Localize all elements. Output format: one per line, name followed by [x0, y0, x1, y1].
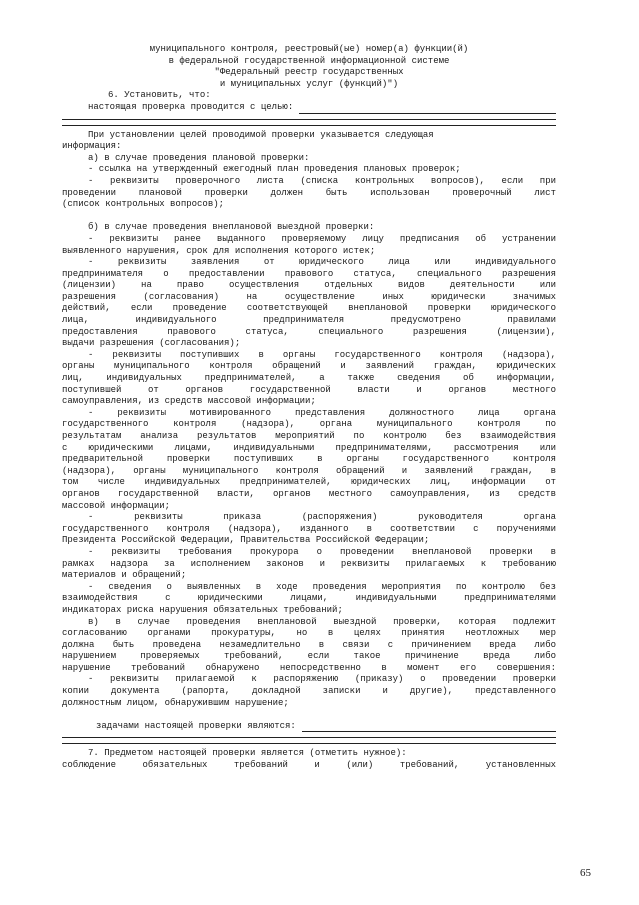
header-line-4: и муниципальных услуг (функций)") — [219, 78, 399, 89]
body-line: - реквизиты прилагаемой к распоряжению (приказу) о проведении проверки — [88, 674, 556, 685]
body-line: - сведения о выявленных в ходе проведения мероприятия по контролю без — [88, 581, 556, 592]
body-line: рамках надзора за исполнением законов и реквизиты прилагаемых к требованию — [62, 558, 556, 569]
purpose-fill-line[interactable] — [299, 105, 556, 114]
body-line: а) в случае проведения плановой проверки: — [88, 152, 310, 163]
tasks-fill-line[interactable] — [302, 723, 556, 732]
body-line: должна быть проведена незамедлительно в связи с причинением вреда либо — [62, 639, 556, 650]
body-line: органы муниципального контроля обращений и заявлений граждан, юридических — [62, 361, 556, 372]
section-7-line: соблюдение обязательных требований и (или) требований, установленных — [62, 760, 556, 771]
tasks-fill-line-3[interactable] — [62, 743, 556, 744]
body-line: При установлении целей проводимой проверки указывается следующая — [88, 129, 434, 140]
body-line: (лицензии) на право осуществления отдельных видов деятельности или — [62, 280, 556, 291]
body-line: взаимодействия с юридическими лицами, индивидуальными предпринимателями — [62, 593, 556, 604]
page-number: 65 — [580, 867, 591, 879]
body-line: предоставления правового статуса, специального разрешения (лицензии), — [62, 326, 556, 337]
header-line-3: "Федеральный реестр государственных — [214, 67, 404, 78]
purpose-fill-line-2[interactable] — [62, 119, 556, 120]
body-line: должностным лицом, обнаружившим нарушение; — [62, 697, 289, 708]
body-line: выдачи разрешения (согласования); — [62, 338, 241, 349]
document-body — [62, 44, 556, 772]
purpose-fill-line-3[interactable] — [62, 125, 556, 126]
body-line: б) в случае проведения внеплановой выездной проверки: — [88, 222, 375, 233]
body-line: - реквизиты требования прокурора о проведении внеплановой проверки в — [88, 546, 556, 557]
body-line: массовой информации; — [62, 500, 171, 511]
purpose-row — [62, 102, 556, 114]
section-6-title: 6. Установить, что: — [108, 90, 211, 101]
body-line: индикаторах риска нарушения обязательных требований; — [62, 604, 343, 615]
body-line: с юридическими лицами, индивидуальными предпринимателями, рассмотрения или — [62, 442, 556, 453]
body-line: - реквизиты приказа (распоряжения) руководителя органа — [88, 512, 556, 523]
body-line: (надзора), органы муниципального контроля обращений и заявлений граждан, в — [62, 465, 556, 476]
body-line: нарушением проверяемых требований, если такое причинение вреда либо — [62, 651, 556, 662]
body-line: результатам анализа результатов мероприятий по контролю без взаимодействия — [62, 431, 556, 441]
body-line: согласованию органами прокуратуры, но в целях принятия неотложных мер — [62, 628, 556, 639]
section-7-title: 7. Предметом настоящей проверки является (отметить нужное): — [88, 748, 407, 759]
body-line: предварительной проверки поступивших в органы государственного контроля — [62, 454, 556, 465]
tasks-label: задачами настоящей проверки являются: — [96, 720, 296, 731]
body-line: - реквизиты поступивших в органы государственного контроля (надзора), — [88, 349, 556, 360]
tasks-fill-line-2[interactable] — [62, 737, 556, 738]
body-line: государственного контроля (надзора), изданного в соответствии с поручениями — [62, 523, 556, 534]
body-line: разрешения (согласования) на осуществление иных юридически значимых — [62, 291, 556, 302]
body-line: лица, индивидуального предпринимателя предусмотрено правилами — [62, 315, 556, 326]
body-line: - реквизиты проверочного листа (списка контрольных вопросов), если при — [88, 175, 556, 186]
tasks-row — [62, 721, 556, 733]
purpose-label: настоящая проверка проводится с целью: — [88, 101, 294, 112]
body-line: поступившей от органов государственной власти и органов местного — [62, 384, 556, 395]
body-line: органов государственной власти, органов местного самоуправления, из средств — [62, 488, 556, 499]
body-line: предпринимателя о предоставлении правового статуса, специального разрешения — [62, 268, 556, 279]
body-line: копии документа (рапорта, докладной записки и другие), представленного — [62, 686, 556, 697]
body-line: - реквизиты мотивированного представления должностного лица органа — [88, 407, 556, 418]
body-line: - реквизиты ранее выданного проверяемому лицу предписания об устранении — [88, 233, 556, 244]
body-line: - ссылка на утвержденный ежегодный план проведения плановых проверок; — [88, 164, 461, 175]
body-line: действий, если проведение соответствующей внеплановой проверки юридического — [62, 303, 556, 314]
body-line: проведении плановой проверки должен быть использован проверочный лист — [62, 187, 556, 198]
body-line: - реквизиты заявления от юридического лица или индивидуального — [88, 257, 556, 268]
header-line-1: муниципального контроля, реестровый(ые) номер(а) функции(й) — [149, 44, 469, 54]
body-line: выявленного нарушения, срок для исполнения которого истек; — [62, 245, 376, 256]
body-line: (список контрольных вопросов); — [62, 199, 225, 210]
header-line-2: в федеральной государственной информационной системе — [168, 55, 450, 66]
body-line: государственного контроля (надзора), органа муниципального контроля по — [62, 419, 556, 430]
body-line: самоуправления, из средств массовой информации; — [62, 396, 316, 407]
body-line: нарушение требований обнаружено непосредственно в момент его совершения: — [62, 662, 556, 673]
body-line: в) в случае проведения внеплановой выездной проверки, которая подлежит — [88, 616, 556, 627]
body-line: лиц, индивидуальных предпринимателей, а также сведения об информации, — [62, 373, 556, 384]
body-line: Президента Российской Федерации, Правительства Российской Федерации; — [62, 535, 430, 546]
body-line: информация: — [62, 141, 122, 152]
body-line: материалов и обращений; — [62, 570, 187, 581]
body-line: том числе индивидуальных предпринимателей, юридических лиц, информации от — [62, 477, 556, 488]
